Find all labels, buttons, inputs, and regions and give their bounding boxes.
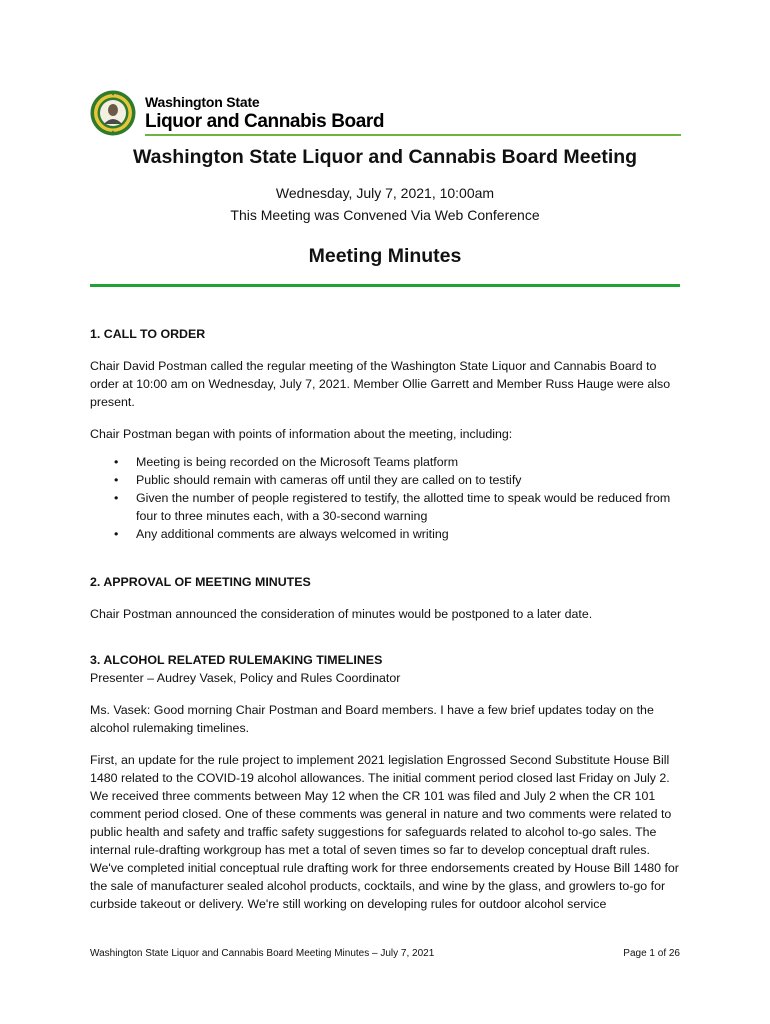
list-item: • Public should remain with cameras off until they are called on to testify [90,471,682,489]
section-1-heading: 1. CALL TO ORDER [90,327,206,341]
title-divider [90,284,680,287]
org-name-line1: Washington State [145,94,260,110]
section-1-paragraph-1: Chair David Postman called the regular meeting of the Washington State Liquor and Cannabis Board to order at 10:00 am on Wednesday, July 7, 2021. Member Ollie Garrett and Member Russ Hauge were also present. [90,359,671,409]
footer-document-title: Washington State Liquor and Cannabis Board Meeting Minutes – July 7, 2021 [90,948,435,959]
list-item: • Given the number of people registered to testify, the allotted time to speak would be reduced from four to three minutes each, with a 30-second warning [90,489,682,525]
section-3-presenter: Presenter – Audrey Vasek, Policy and Rules Coordinator [90,671,401,685]
page-number: Page 1 of 26 [623,948,680,959]
section-2-heading: 2. APPROVAL OF MEETING MINUTES [90,575,311,589]
information-points-list [90,453,682,543]
document-title: Washington State Liquor and Cannabis Board Meeting [132,146,638,168]
section-3-heading: 3. ALCOHOL RELATED RULEMAKING TIMELINES [90,653,383,667]
letterhead [90,90,680,138]
section-2-paragraph-1: Chair Postman announced the consideration of minutes would be postponed to a later date. [90,607,593,621]
meeting-format: This Meeting was Convened Via Web Conference [230,207,540,223]
section-1-paragraph-2: Chair Postman began with points of information about the meeting, including: [90,427,513,441]
section-3-paragraph-1: Ms. Vasek: Good morning Chair Postman and Board members. I have a few brief updates today on the alcohol rulemaking timelines. [90,703,654,735]
list-item: • Meeting is being recorded on the Microsoft Teams platform [90,453,682,471]
list-item: • Any additional comments are always welcomed in writing [90,525,682,543]
letterhead-divider [145,134,681,136]
minutes-heading: Meeting Minutes [308,245,462,267]
org-name-line2: Liquor and Cannabis Board [145,111,385,132]
state-seal-logo [90,90,136,136]
section-3-paragraph-2: First, an update for the rule project to implement 2021 legislation Engrossed Second Substitute House Bill 1480 related to the COVID-19 alcohol allowances. The initial comment period closed last Friday on July 2. We received three comments between May 12 when the CR 101 was filed and July 2 when the CR 101 comment period closed. One of these comments was general in nature and two comments were related to public health and safety and traffic safety suggestions for safeguards related to alcohol to-go sales. The internal rule-drafting workgroup has met a total of seven times so far to develop conceptual draft rules. We've completed initial conceptual rule drafting work for three endorsements created by House Bill 1480 for the sale of manufacturer sealed alcohol products, cocktails, and wine by the glass, and growlers to-go for curbside takeout or delivery. We're still working on developing rules for outdoor alcohol service [90,753,679,911]
document-body [90,325,682,913]
meeting-date: Wednesday, July 7, 2021, 10:00am [275,185,495,201]
